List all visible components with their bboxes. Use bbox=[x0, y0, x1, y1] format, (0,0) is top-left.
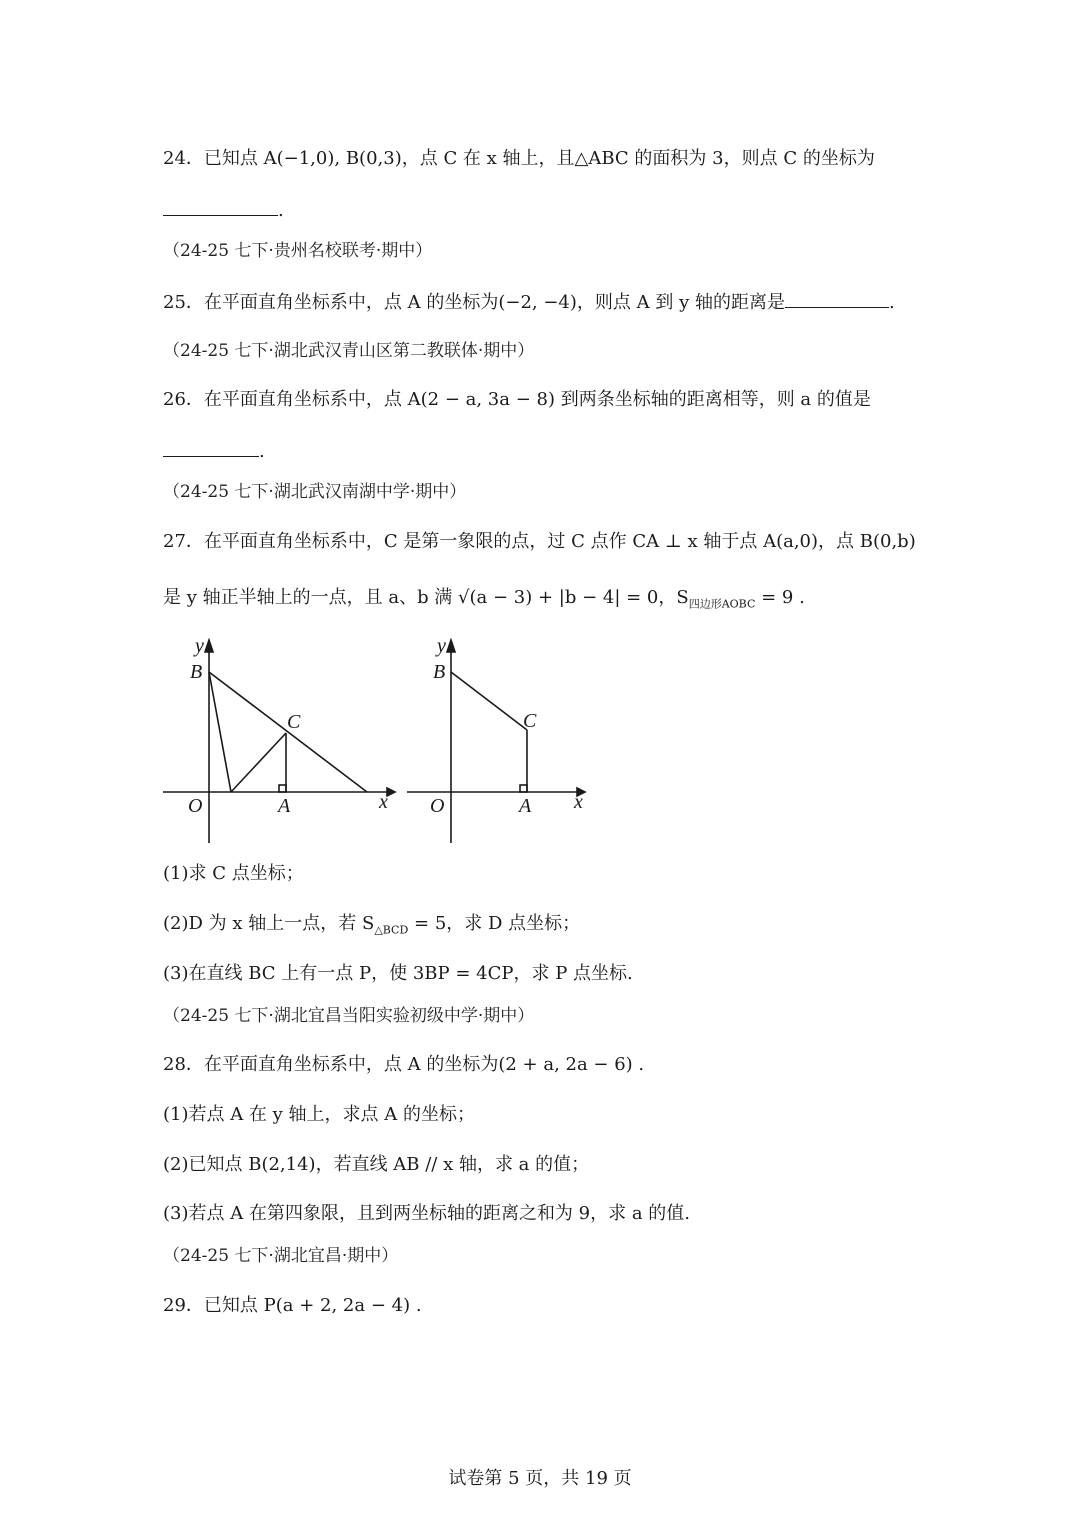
label-C: C bbox=[523, 710, 537, 732]
q27-line1: 27．在平面直角坐标系中，C 是第一象限的点，过 C 点作 CA ⊥ x 轴于点 A(a,0)，点 B(0,b) bbox=[163, 531, 916, 552]
label-y: y bbox=[437, 635, 446, 657]
q27-part2 bbox=[163, 910, 580, 945]
q27-part3: (3)在直线 BC 上有一点 P，使 3BP = 4CP，求 P 点坐标. bbox=[163, 963, 633, 984]
label-C: C bbox=[287, 711, 301, 733]
q24-answer-line bbox=[163, 195, 284, 225]
q26-answer-line bbox=[163, 436, 265, 466]
q26-tail: . bbox=[259, 441, 265, 462]
q27-line2-end: = 9 . bbox=[755, 587, 805, 608]
q25-source: （24-25 七下·贵州名校联考·期中） bbox=[163, 241, 433, 261]
label-y: y bbox=[195, 635, 204, 657]
q28-source: （24-25 七下·湖北宜昌当阳实验初级中学·期中） bbox=[163, 1006, 535, 1026]
q25-text: 25．在平面直角坐标系中，点 A 的坐标为(−2, −4)，则点 A 到 y 轴的距离是 bbox=[163, 292, 785, 313]
q27-line2-text: 是 y 轴正半轴上的一点，且 a、b 满 √(a − 3) + |b − 4| = 0，S bbox=[163, 587, 689, 608]
q28-part2: (2)已知点 B(2,14)，若直线 AB // x 轴，求 a 的值； bbox=[163, 1154, 590, 1175]
q27-part2-end: = 5，求 D 点坐标； bbox=[408, 913, 581, 934]
label-B: B bbox=[433, 661, 446, 683]
q26-source: （24-25 七下·湖北武汉青山区第二教联体·期中） bbox=[163, 341, 535, 361]
answer-blank[interactable] bbox=[785, 287, 889, 308]
q25-tail: . bbox=[888, 292, 895, 313]
q25-line bbox=[163, 287, 895, 317]
segment-x-to-C bbox=[231, 733, 286, 792]
q27-part2-text: (2)D 为 x 轴上一点，若 S bbox=[163, 913, 375, 934]
label-x: x bbox=[574, 791, 583, 813]
right-angle-mark bbox=[279, 785, 286, 792]
label-O: O bbox=[188, 795, 203, 817]
y-axis-arrow bbox=[205, 640, 213, 652]
segment-B-to-x bbox=[209, 672, 231, 792]
answer-blank[interactable] bbox=[163, 195, 278, 216]
q27-figure bbox=[155, 630, 605, 850]
q28-part1: (1)若点 A 在 y 轴上，求点 A 的坐标； bbox=[163, 1104, 475, 1125]
x-axis-arrow bbox=[387, 788, 395, 796]
segment-BC bbox=[451, 672, 527, 730]
label-A: A bbox=[519, 795, 532, 817]
q28-part3: (3)若点 A 在第四象限，且到两坐标轴的距离之和为 9，求 a 的值. bbox=[163, 1203, 691, 1224]
q28-text: 28．在平面直角坐标系中，点 A 的坐标为(2 + a, 2a − 6) . bbox=[163, 1054, 645, 1075]
q27-part2-subscript: △BCD bbox=[374, 923, 409, 937]
q29-source: （24-25 七下·湖北宜昌·期中） bbox=[163, 1246, 399, 1266]
q27-source: （24-25 七下·湖北武汉南湖中学·期中） bbox=[163, 482, 467, 502]
q27-area-subscript: 四边形AOBC bbox=[688, 597, 756, 611]
q27-part1: (1)求 C 点坐标； bbox=[163, 863, 304, 884]
page-footer: 试卷第 5 页，共 19 页 bbox=[448, 1468, 632, 1489]
q24-text: 24．已知点 A(−1,0), B(0,3)，点 C 在 x 轴上，且△ABC 的面积为 3，则点 C 的坐标为 bbox=[163, 148, 875, 169]
answer-blank[interactable] bbox=[163, 436, 259, 457]
q24-tail: . bbox=[278, 200, 284, 221]
q29-text: 29．已知点 P(a + 2, 2a − 4) . bbox=[163, 1295, 422, 1316]
label-B: B bbox=[190, 661, 203, 683]
right-angle-mark bbox=[520, 785, 527, 792]
y-axis-arrow bbox=[447, 640, 455, 652]
label-x: x bbox=[379, 791, 388, 813]
q26-text: 26．在平面直角坐标系中，点 A(2 − a, 3a − 8) 到两条坐标轴的距离相等，则 a 的值是 bbox=[163, 389, 871, 410]
label-O: O bbox=[430, 795, 445, 817]
label-A: A bbox=[278, 795, 291, 817]
q27-line2 bbox=[163, 584, 805, 619]
